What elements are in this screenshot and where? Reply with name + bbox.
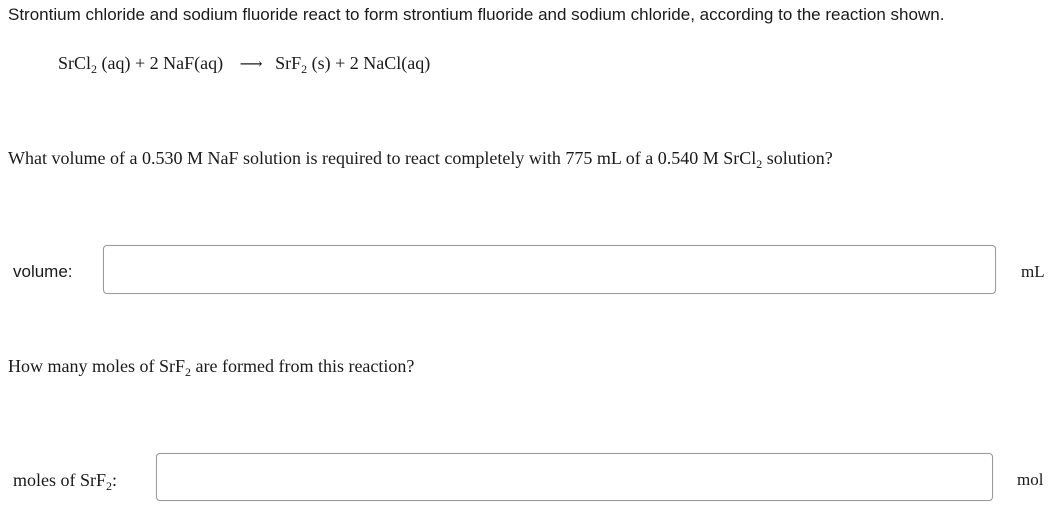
reaction-equation [58,53,430,74]
question-moles: How many moles of SrF$_2$ are formed from this reaction? [8,356,415,379]
intro-text: Strontium chloride and sodium fluoride react to form strontium fluoride and sodium chloride, according to the reaction shown. [8,5,945,24]
reaction-arrow-icon: ⟶ [239,56,263,73]
volume-unit: mL [1021,262,1045,281]
moles-unit: mol [1017,470,1044,489]
reactant-srcl2: SrCl$_2$ (aq) [58,53,131,76]
volume-label: volume: [13,262,73,281]
plus-sign: + [335,53,346,73]
plus-sign: + [135,53,146,73]
moles-label: moles of SrF$_2$: [13,470,118,493]
moles-input[interactable] [156,453,993,501]
question-volume: What volume of a 0.530 M NaF solution is required to react completely with 775 mL of a 0.540 M SrCl$_2$ solution? [8,148,833,171]
product-srf2: SrF$_2$ (s) [275,53,331,76]
product-nacl: 2 NaCl(aq) [349,53,431,73]
reactant-naf: 2 NaF(aq) [149,53,224,73]
volume-input[interactable] [103,245,996,294]
